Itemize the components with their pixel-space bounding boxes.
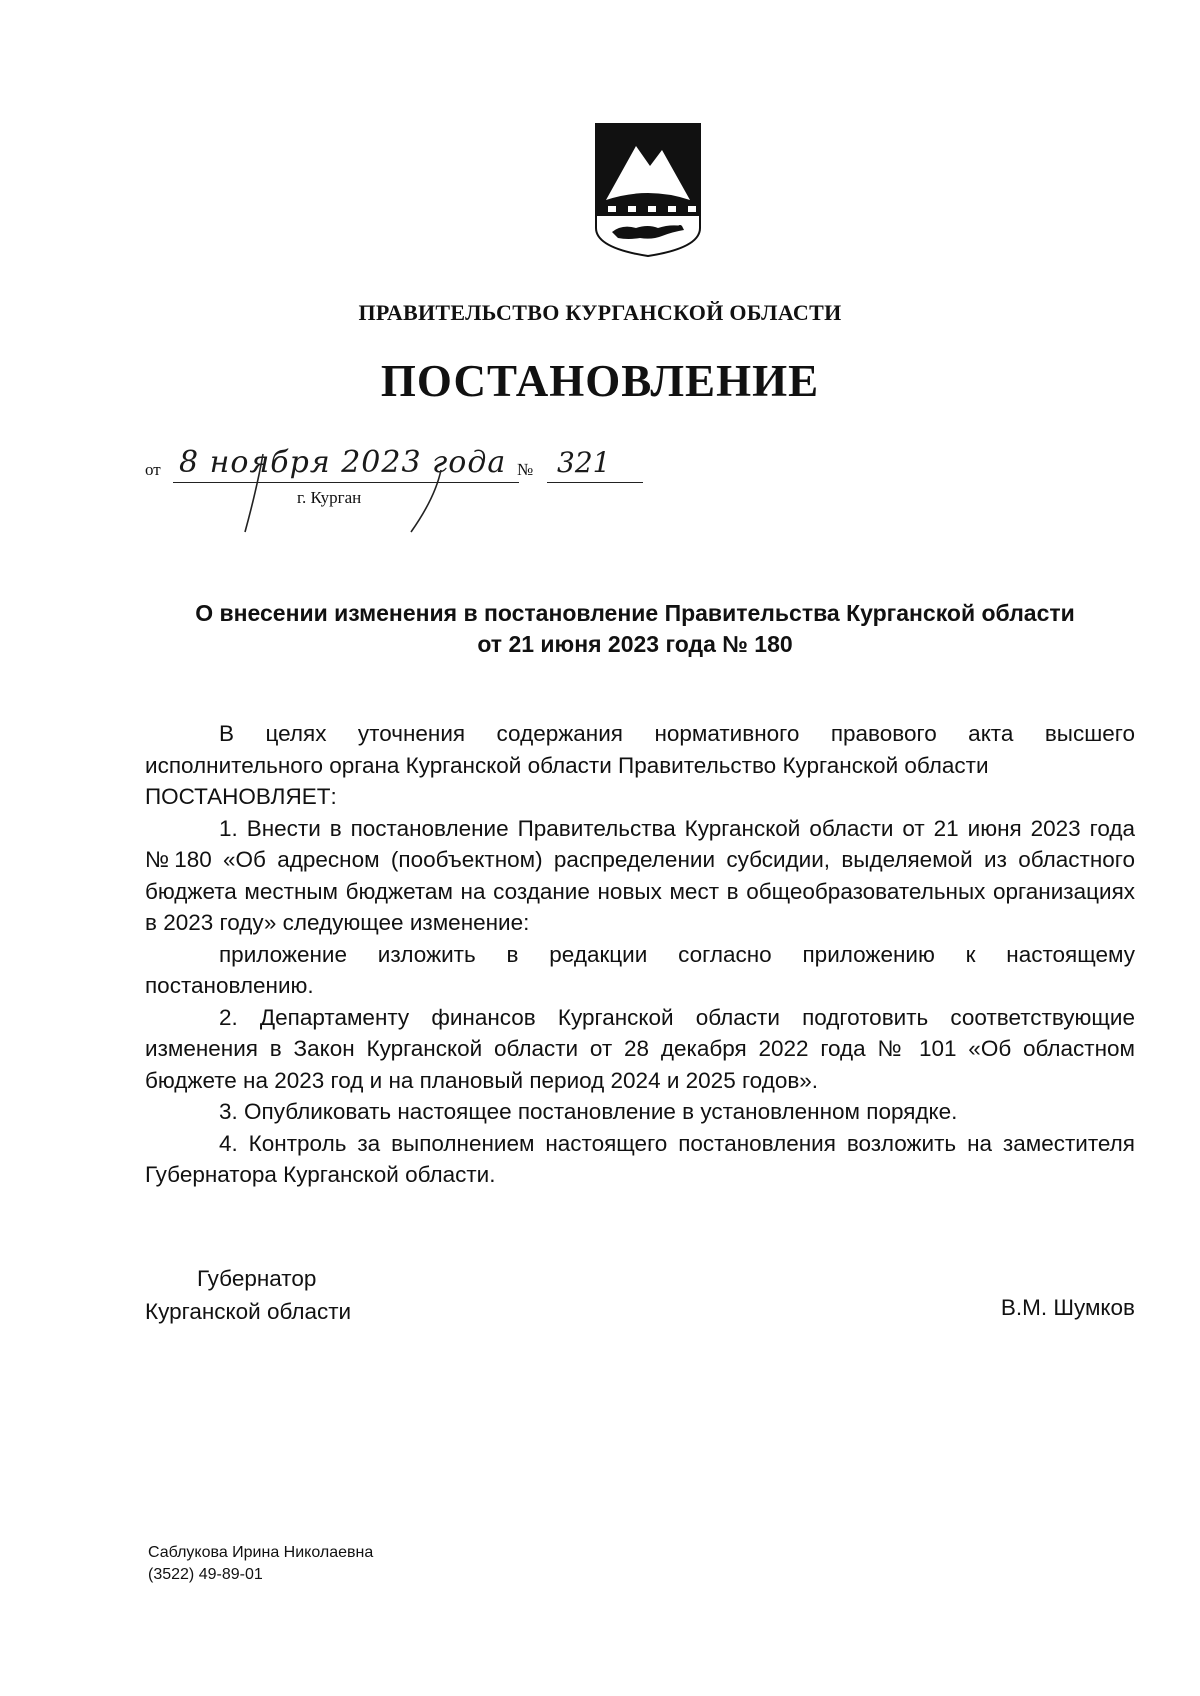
- document-title: [140, 598, 1130, 660]
- title-line-2: от 21 июня 2023 года № 180: [477, 631, 793, 657]
- date-prefix: от: [145, 460, 161, 479]
- item-3: 3. Опубликовать настоящее постановление в установленном порядке.: [219, 1099, 958, 1124]
- signatory-position-line-2: Курганской области: [145, 1299, 352, 1324]
- handwriting-strokes: [145, 448, 745, 538]
- signatory-position-line-1: Губернатор: [197, 1266, 317, 1291]
- item-1-sub: приложение изложить в редакции согласно приложению к настоящему постановлению.: [145, 941, 1135, 998]
- resolves-line: ПОСТАНОВЛЯЕТ:: [145, 784, 337, 809]
- handwritten-number: 321: [547, 444, 643, 483]
- item-4: 4. Контроль за выполнением настоящего постановления возложить на заместителя Губернатора Курганской области.: [145, 1130, 1135, 1187]
- preamble-paragraph: В целях уточнения содержания нормативного правового акта высшего исполнительного органа Курганской области Правительство Курганской области: [145, 721, 1135, 778]
- document-type-heading: ПОСТАНОВЛЕНИЕ: [380, 356, 820, 406]
- organization-name: ПРАВИТЕЛЬСТВО КУРГАНСКОЙ ОБЛАСТИ: [358, 300, 842, 325]
- signatory-position: [145, 1262, 351, 1328]
- kurgan-region-coat-of-arms-icon: [592, 120, 704, 260]
- item-1: 1. Внести в постановление Правительства Курганской области от 21 июня 2023 года №180 «Об адресном (пообъектном) распределении субсидии, выделяемой из областного бюджета местным бюджетам на создание новых мест в общеобразовательных организациях в 2023 году» следующее изменение:: [145, 815, 1135, 935]
- handwritten-date: 8 ноября 2023 года: [173, 444, 519, 483]
- signatory-name: В.М. Шумков: [1000, 1295, 1135, 1320]
- executor-phone: (3522) 49-89-01: [148, 1566, 263, 1583]
- title-line-1: О внесении изменения в постановление Правительства Курганской области: [195, 600, 1075, 626]
- city-label: г. Курган: [297, 488, 362, 507]
- executor-info: [148, 1542, 373, 1586]
- executor-name: Саблукова Ирина Николаевна: [148, 1544, 374, 1561]
- date-number-line: [145, 445, 745, 538]
- item-2: 2. Департаменту финансов Курганской области подготовить соответствующие изменения в Закон Курганской области от 28 декабря 2022 года № 101 «Об областном бюджете на 2023 год и на плановый период 2024 и 2025 годов».: [145, 1004, 1135, 1093]
- document-body: [145, 718, 1135, 1191]
- number-prefix: №: [517, 460, 534, 479]
